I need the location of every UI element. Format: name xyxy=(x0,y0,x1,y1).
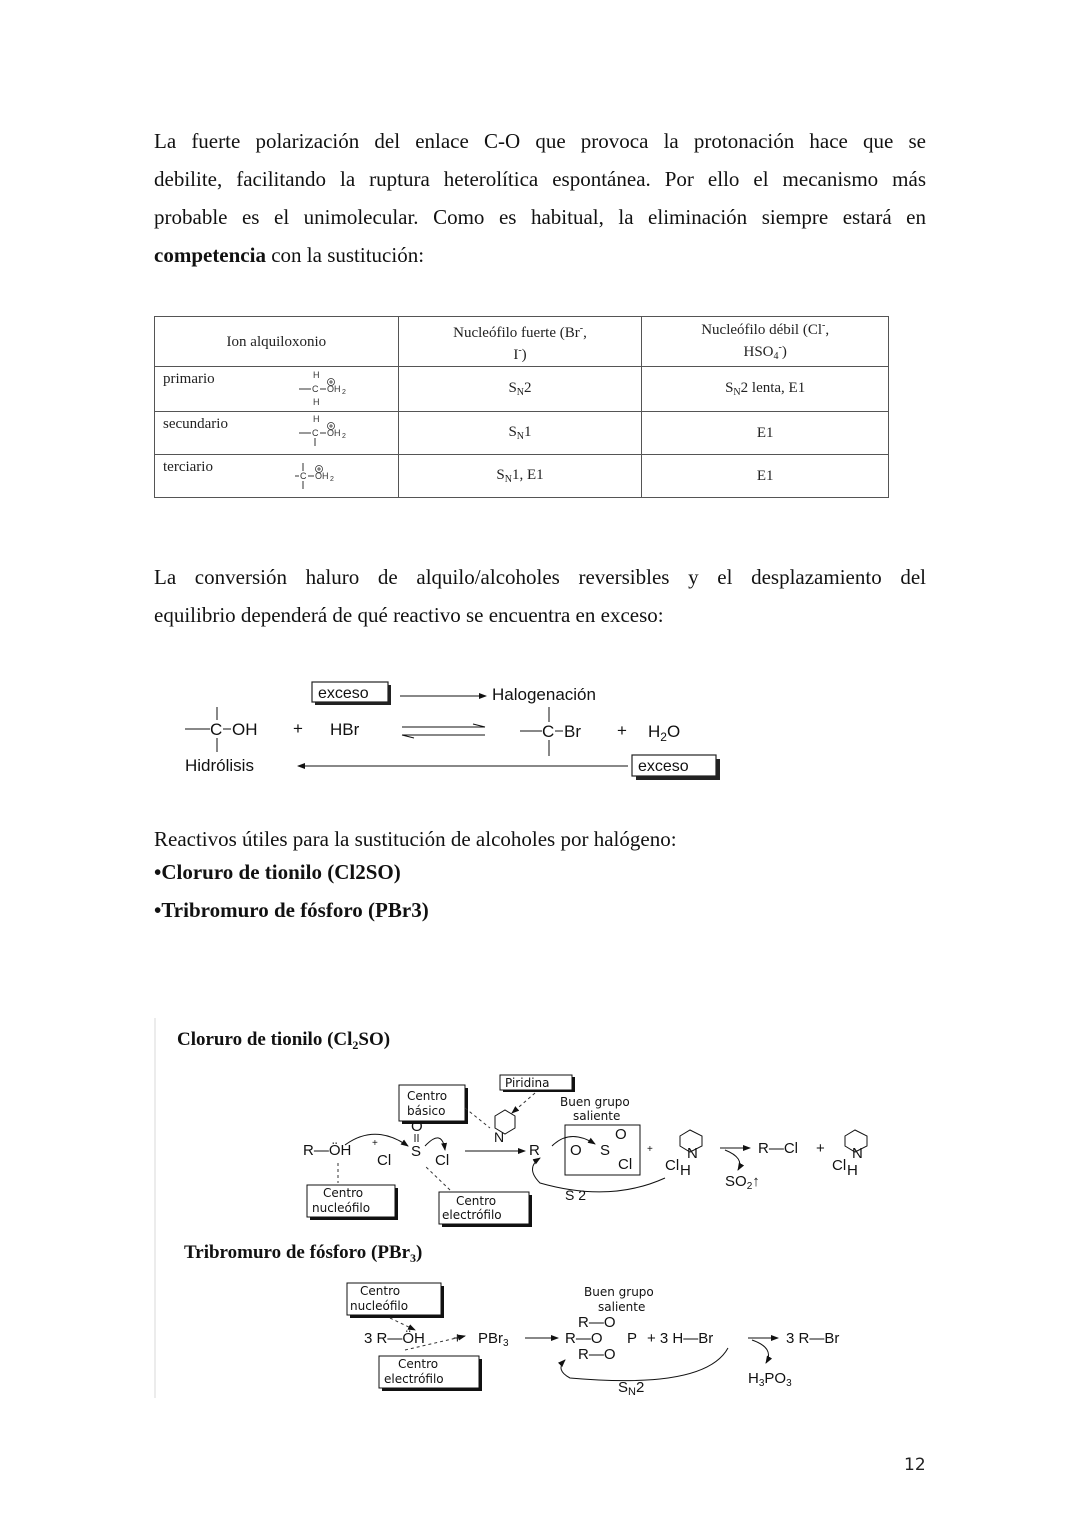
phosphorus-label: P xyxy=(627,1330,638,1347)
nitrogen-label: N xyxy=(687,1145,698,1162)
svg-text:SO2↑: $SO_2↑$ xyxy=(725,1173,760,1192)
chlorine-label: Cl xyxy=(665,1157,680,1174)
mechanism-table xyxy=(154,316,889,498)
subscript: N xyxy=(504,474,512,485)
emphasis-competencia: competencia xyxy=(154,243,266,267)
svg-text:Cloruro de tionilo (Cl2SO) xyxy=(177,1029,390,1052)
nucleophilic-center-label: Centro xyxy=(360,1284,401,1298)
sn2-label: S xyxy=(618,1379,629,1396)
row-label: secundario xyxy=(163,416,228,432)
hbr-label: HBr xyxy=(330,720,360,739)
header-text: , xyxy=(825,322,830,338)
r-group-label: R xyxy=(529,1142,540,1159)
paragraph-line: debilite, facilitando la ruptura heterolítica espontánea. Por ello el mecanismo más xyxy=(154,167,926,191)
oxygen-label: O xyxy=(615,1126,627,1143)
subscript: 3 xyxy=(503,1338,509,1349)
header-text: ) xyxy=(521,346,527,363)
plus-sign: + xyxy=(293,719,303,738)
strong-nucleophile-cell xyxy=(398,412,642,455)
oxygen-label: O xyxy=(411,1118,423,1135)
alkyl-bromide-label: 3 R—Br xyxy=(786,1330,840,1347)
oxygen-label: O xyxy=(570,1142,582,1159)
alcohol-label: R—ÖH xyxy=(303,1142,352,1159)
paragraph-line xyxy=(154,236,926,274)
charge: - xyxy=(518,344,522,356)
hbr-label: + 3 H—Br xyxy=(647,1330,714,1347)
reagents-intro: Reactivos útiles para la sustitución de alcoholes por halógeno: xyxy=(154,827,677,851)
water-h: H xyxy=(648,722,661,741)
reagent-item-thionyl-chloride: •Cloruro de tionilo (Cl2SO) xyxy=(154,860,401,884)
charge: - xyxy=(778,342,782,353)
leaving-group-label: saliente xyxy=(573,1109,621,1123)
header-text: Nucleófilo débil (Cl xyxy=(701,322,823,338)
sn2-label: S 2 xyxy=(565,1187,587,1203)
pbr3-label: PBr xyxy=(478,1330,504,1347)
hydroxyl-label: OH xyxy=(232,720,258,739)
electrophilic-center-label: electrófilo xyxy=(442,1208,502,1222)
electrophilic-center-label: electrófilo xyxy=(384,1372,444,1386)
chlorine-label: Cl xyxy=(435,1152,450,1169)
sulfur-label: S xyxy=(411,1143,422,1160)
header-text: , xyxy=(583,324,587,341)
table-row xyxy=(155,367,889,412)
thionyl-title-end: SO) xyxy=(358,1029,391,1050)
row-label: terciario xyxy=(163,459,213,475)
hydrolysis-label: Hidrólisis xyxy=(185,756,254,775)
intro-paragraph xyxy=(154,122,926,274)
cell-text: E1 xyxy=(756,424,774,441)
weak-nucleophile-cell xyxy=(642,455,889,498)
header-text: ) xyxy=(781,344,787,360)
carbon-label: C xyxy=(210,720,223,739)
svg-text:OH: OH xyxy=(327,428,341,438)
header-ion-alquiloxonio xyxy=(155,317,399,367)
excess-label-bottom: exceso xyxy=(638,758,689,775)
paragraph-line: equilibrio dependerá de qué reactivo se encuentra en exceso: xyxy=(154,603,664,627)
svg-text:H3PO3 xyxy=(748,1370,792,1389)
cell-text: 1 xyxy=(524,424,532,440)
table-row xyxy=(155,412,889,455)
cell-text: 2 lenta, E1 xyxy=(740,380,806,396)
header-text: Nucleófilo fuerte (Br xyxy=(453,324,580,341)
nitrogen-label: N xyxy=(494,1129,505,1145)
subscript: 4 xyxy=(773,351,779,362)
paragraph-line: La fuerte polarización del enlace C-O que provoca la protonación hace que se xyxy=(154,129,926,153)
nucleophilic-center-label: Centro xyxy=(323,1186,364,1200)
pbr3-title: Tribromuro de fósforo (PBr xyxy=(184,1242,411,1263)
svg-text:H2O xyxy=(648,722,680,744)
plus-sign: + xyxy=(647,1144,653,1155)
svg-text:H: H xyxy=(313,370,320,380)
charge: - xyxy=(579,322,584,334)
svg-text:Tribromuro de fósforo (PBr3) xyxy=(184,1242,422,1265)
electrophilic-center-label: Centro xyxy=(398,1357,439,1371)
plus-sign: + xyxy=(453,1330,462,1347)
svg-text:2: 2 xyxy=(330,476,334,483)
cell-text: 2 xyxy=(524,380,532,396)
svg-text:C: C xyxy=(300,471,307,481)
charge: - xyxy=(822,320,826,331)
svg-text:SN2 xyxy=(618,1379,644,1398)
svg-text:OH: OH xyxy=(327,384,341,394)
reagent-item-phosphorus-tribromide: •Tribromuro de fósforo (PBr3) xyxy=(154,898,429,922)
sn2-label: 2 xyxy=(635,1379,645,1396)
bromine-label: Br xyxy=(564,722,581,741)
electrophilic-center-label: Centro xyxy=(456,1194,497,1208)
nucleophilic-center-label: nucleófilo xyxy=(350,1299,409,1313)
phosphite-r-o: R—O xyxy=(578,1314,616,1331)
chlorine-label: Cl xyxy=(832,1157,847,1174)
weak-nucleophile-cell xyxy=(642,412,889,455)
plus-sign: + xyxy=(816,1140,825,1157)
page-number: 12 xyxy=(904,1455,926,1475)
cell-text: E1 xyxy=(756,467,774,484)
subscript: N xyxy=(628,1386,636,1398)
water-o: O xyxy=(666,722,681,741)
alcohol-label: 3 R—ÖH xyxy=(364,1330,425,1347)
row-label-cell xyxy=(155,412,399,455)
header-strong-nucleophile xyxy=(398,317,642,367)
pbr3-title-end: ) xyxy=(416,1242,423,1263)
svg-text:H: H xyxy=(313,397,320,407)
svg-text:H: H xyxy=(313,414,320,424)
substitution-mechanisms-figure xyxy=(160,1018,920,1403)
thionyl-title: Cloruro de tionilo (Cl xyxy=(177,1029,353,1050)
phosphorous-acid: PO xyxy=(764,1370,787,1387)
header-text: Ion alquiloxonio xyxy=(226,333,327,350)
cell-text: S xyxy=(508,380,517,396)
alkyl-chloride-label: R—Cl xyxy=(758,1140,798,1157)
halogenation-hydrolysis-equilibrium-diagram xyxy=(170,672,730,792)
paragraph-line: La conversión haluro de alquilo/alcoholes reversibles y el desplazamiento del xyxy=(154,565,926,589)
so2-label: SO xyxy=(725,1173,747,1190)
svg-text:2: 2 xyxy=(342,433,346,440)
chlorine-label: Cl xyxy=(377,1152,392,1169)
table-row xyxy=(155,455,889,498)
subscript: 3 xyxy=(786,1378,792,1389)
phosphorous-acid: H xyxy=(748,1370,759,1387)
strong-nucleophile-cell xyxy=(398,455,642,498)
plus-sign: + xyxy=(617,721,627,740)
secondary-oxonium-structure-icon xyxy=(295,414,375,454)
svg-text:OH: OH xyxy=(315,471,329,481)
cell-text: S xyxy=(496,467,505,483)
tertiary-oxonium-structure-icon xyxy=(295,457,375,497)
pyridine-label: Piridina xyxy=(505,1076,550,1090)
paragraph-line: probable es el unimolecular. Como es habitual, la eliminación siempre estará en xyxy=(154,205,926,229)
header-text: HSO xyxy=(743,344,774,360)
subscript: 3 xyxy=(758,1378,765,1389)
weak-nucleophile-cell xyxy=(642,367,889,412)
header-weak-nucleophile xyxy=(642,317,889,367)
subscript: 3 xyxy=(410,1251,417,1265)
row-label-cell xyxy=(155,455,399,498)
phosphite-r-o: R—O xyxy=(565,1330,603,1347)
sulfur-label: S xyxy=(600,1142,611,1159)
basic-center-label: básico xyxy=(407,1104,446,1118)
svg-text:C: C xyxy=(312,384,319,394)
svg-text:2: 2 xyxy=(342,389,346,396)
hydrogen-label: H xyxy=(847,1162,858,1179)
equilibrium-paragraph xyxy=(154,558,926,634)
row-label: primario xyxy=(163,371,215,387)
subscript: N xyxy=(733,387,741,398)
cell-text: S xyxy=(508,424,517,440)
carbon-label: C xyxy=(542,722,555,741)
subscript: N xyxy=(516,387,525,398)
paragraph-text: con la sustitución: xyxy=(265,243,425,267)
subscript: 2 xyxy=(746,1181,753,1192)
hydrogen-label: H xyxy=(680,1162,691,1179)
header-text: I xyxy=(513,346,519,363)
excess-label-top: exceso xyxy=(318,685,369,702)
strong-nucleophile-cell xyxy=(398,367,642,412)
nucleophilic-center-label: nucleófilo xyxy=(312,1201,371,1215)
row-label-cell xyxy=(155,367,399,412)
subscript: N xyxy=(516,431,525,442)
svg-text:PBr3 xyxy=(478,1330,509,1349)
subscript: 2 xyxy=(352,1038,359,1052)
halogenation-label: Halogenación xyxy=(492,685,596,704)
leaving-group-label: saliente xyxy=(598,1300,646,1314)
plus-sign: + xyxy=(372,1138,378,1149)
nitrogen-label: N xyxy=(852,1145,863,1162)
chlorine-label: Cl xyxy=(618,1156,633,1173)
phosphite-r-o: R—O xyxy=(578,1346,616,1363)
cell-text: S xyxy=(725,380,734,396)
water-subscript: 2 xyxy=(660,730,667,744)
primary-oxonium-structure-icon xyxy=(295,369,375,409)
leaving-group-label: Buen grupo xyxy=(584,1285,654,1299)
cell-text: 1, E1 xyxy=(511,467,544,483)
basic-center-label: Centro xyxy=(407,1089,448,1103)
figure-border xyxy=(154,1018,156,1398)
svg-text:C: C xyxy=(312,428,319,438)
leaving-group-label: Buen grupo xyxy=(560,1095,630,1109)
